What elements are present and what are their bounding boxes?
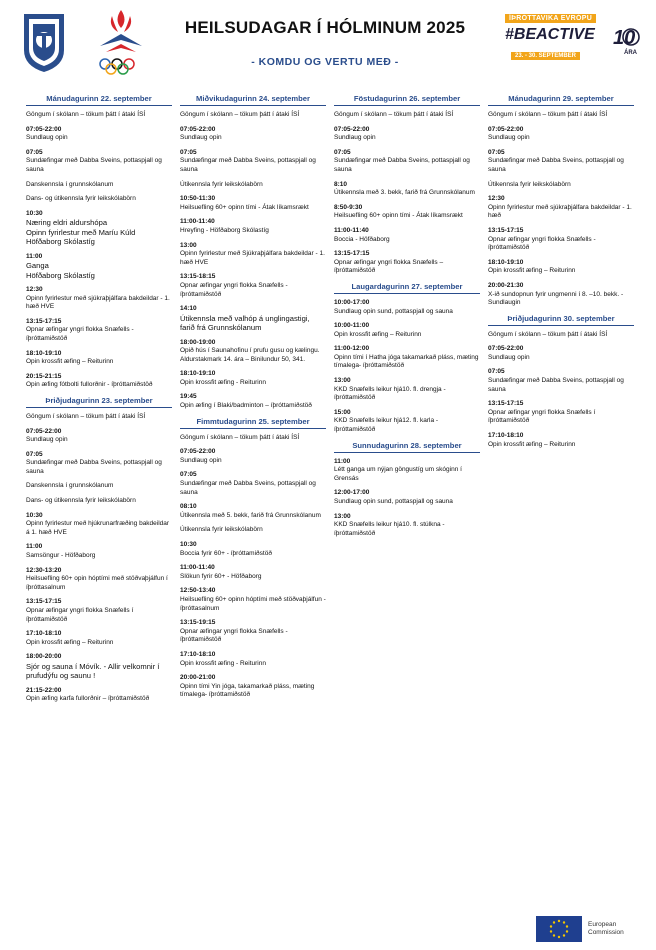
event-item — [26, 543, 172, 560]
event-description: Göngum í skólann – tökum þátt í átaki ÍSÍ — [488, 111, 608, 118]
page-title: HEILSUDAGAR Í HÓLMINUM 2025 — [184, 18, 466, 37]
event-time: 11:00-11:40 — [180, 564, 215, 572]
event-time: 13:00 — [334, 377, 351, 385]
ec-label-line2: Commission — [588, 929, 624, 936]
event-time: 11:00 — [334, 457, 351, 465]
event-description: Opin krossfit æfing – Reiturinn — [26, 638, 114, 646]
event-time: 18:00-20:00 — [26, 653, 62, 661]
eu-flag-icon — [536, 916, 582, 942]
day-block — [334, 282, 480, 435]
event-item — [488, 195, 634, 221]
event-item — [334, 149, 480, 175]
event-item — [180, 181, 326, 190]
event-time: 11:00 — [26, 252, 43, 260]
event-description: Sundlaug opin — [488, 134, 530, 142]
event-description: Opin krossfit æfing - Reiturinn — [180, 378, 266, 386]
event-item — [488, 126, 634, 143]
event-item — [180, 305, 326, 332]
event-item — [488, 432, 634, 449]
event-item — [488, 111, 634, 120]
event-item — [26, 253, 172, 280]
event-item — [488, 181, 634, 190]
event-time: 07:05-22:00 — [180, 125, 216, 133]
event-time: 20:00-21:30 — [488, 281, 524, 289]
event-description: Opin æfing fótbolti fullorðnir - íþróttamiðstöð — [26, 381, 153, 389]
day-block — [180, 94, 326, 411]
event-time: 07:05-22:00 — [26, 427, 62, 435]
event-time: 07:05-22:00 — [334, 125, 370, 133]
event-time: 07:05 — [26, 148, 43, 156]
event-time: 07:05 — [488, 148, 505, 156]
day-block — [180, 417, 326, 700]
event-description: X-ið sundopnun fyrir ungmenni í 8. –10. bekk. - Sundlaugin — [488, 290, 624, 307]
beactive-logo — [505, 14, 643, 64]
event-time: 10:00-17:00 — [334, 298, 370, 306]
day-block — [334, 441, 480, 539]
day-heading: Þriðjudagurinn 23. september — [26, 396, 172, 408]
beactive-hashtag: #BEACTIVE — [505, 26, 595, 43]
event-item — [334, 409, 480, 435]
event-item — [488, 331, 634, 340]
event-item — [180, 242, 326, 268]
day-heading: Mánudagurinn 29. september — [488, 94, 634, 106]
event-description: Boccia - Höfðaborg — [334, 235, 390, 243]
event-description: Heilsuefling 60+ opinn tími - Átak líkamsrækt — [180, 203, 309, 211]
event-description: Danskennsla í grunnskólanum — [26, 482, 114, 490]
event-item — [180, 149, 326, 175]
event-item — [26, 195, 172, 204]
event-time: 14:10 — [180, 305, 197, 313]
ec-label-line1: European — [588, 921, 617, 928]
event-time: 18:00-19:00 — [180, 338, 216, 346]
event-time: 13:15-17:15 — [488, 400, 524, 408]
event-time: 10:00-11:00 — [334, 322, 370, 330]
event-description: Opnar æfingar yngri flokka Snæfells - íþróttamiðstöð — [180, 281, 288, 298]
event-item — [334, 345, 480, 371]
event-item — [488, 149, 634, 175]
day-heading: Föstudagurinn 26. september — [334, 94, 480, 106]
event-time: 12:50-13:40 — [180, 587, 216, 595]
event-description: Dans- og útikennsla fyrir leikskólabörn — [26, 195, 136, 203]
column-1 — [26, 94, 172, 710]
beactive-top-label: ÍÞRÓTTAVIKA EVRÓPU — [505, 14, 596, 23]
european-commission-logo — [536, 916, 632, 942]
event-description: Opin krossfit æfing – Reiturinn — [488, 440, 576, 448]
event-item — [180, 587, 326, 613]
page-subtitle: - KOMDU OG VERTU MEÐ - — [251, 56, 399, 68]
event-item — [334, 204, 480, 221]
event-description: Sundlaug opin — [488, 353, 530, 361]
event-time: 20:00-21:00 — [180, 674, 216, 682]
event-description: Létt ganga um nýjan göngustíg um skóginn í Grensás — [334, 466, 462, 482]
event-time: 13:15-17:15 — [334, 250, 370, 258]
event-time: 21:15-22:00 — [26, 686, 62, 694]
event-time: 12:30 — [488, 195, 505, 203]
event-description: Opnar æfingar yngri flokka Snæfells í íþróttamiðstöð — [26, 607, 134, 623]
event-description: Göngum í skólann – tökum þátt í átaki ÍSÍ — [334, 111, 454, 118]
event-description: Sundlaug opin — [180, 456, 222, 464]
event-time: 20:15-21:15 — [26, 372, 62, 380]
ec-label — [588, 921, 624, 937]
event-time: 18:10-19:10 — [26, 349, 62, 357]
event-item — [180, 619, 326, 645]
event-description: Sundlaug opin — [180, 134, 222, 142]
day-heading: Fimmtudagurinn 25. september — [180, 417, 326, 429]
event-item — [180, 393, 326, 410]
ara-label: ÁRA — [624, 50, 637, 56]
event-description: Opið hús í Saunahofinu í prufu gusu og kælingu. Aldurstakmark 14. ára – Binilundur 50, 341. — [180, 347, 320, 363]
event-description: Opnar æfingar yngri flokka Snæfells - íþróttamiðstöð — [26, 326, 134, 342]
event-description: Ganga Höfðaborg Skólastíg — [26, 261, 95, 280]
page-header — [0, 0, 656, 92]
event-item — [488, 282, 634, 308]
event-item — [26, 512, 172, 538]
event-time: 10:30 — [26, 511, 43, 519]
event-time: 07:05-22:00 — [488, 125, 524, 133]
beactive-dates: 23. - 30. SEPTEMBER — [511, 52, 580, 60]
event-description: Útikennsla með 5. bekk, farið frá Grunnskólanum — [180, 511, 321, 519]
event-item — [26, 373, 172, 390]
event-item — [26, 111, 172, 120]
event-time: 13:15-19:15 — [180, 619, 216, 627]
event-item — [26, 482, 172, 491]
event-time: 12:30-13:20 — [26, 566, 62, 574]
olympic-committee-logo — [84, 6, 158, 78]
event-item — [334, 513, 480, 539]
event-description: Göngum í skólann – tökum þátt í átaki ÍSÍ — [180, 111, 300, 118]
event-item — [334, 126, 480, 143]
event-item — [180, 434, 326, 443]
event-description: Slökun fyrir 60+ - Höfðaborg — [180, 572, 262, 580]
event-item — [180, 448, 326, 465]
event-description: Sundlaug opin — [26, 436, 68, 444]
event-item — [180, 526, 326, 535]
event-item — [26, 451, 172, 477]
day-block — [488, 314, 634, 450]
event-description: Opin krossfit æfing – Reiturinn — [334, 330, 422, 338]
event-description: Næring eldri aldurshópa Opinn fyrirlestur með Maríu Kúld Höfðaborg Skólastíg — [26, 218, 136, 247]
event-item — [26, 210, 172, 247]
event-description: Sundæfingar með Dabba Sveins, pottaspjall og sauna — [334, 157, 470, 173]
event-item — [26, 413, 172, 422]
day-block — [26, 396, 172, 704]
event-item — [180, 564, 326, 581]
event-description: KKD Snæfells leikur hjá10. fl. stúlkna - íþróttamiðstöð — [334, 521, 445, 537]
event-item — [26, 318, 172, 344]
event-item — [180, 339, 326, 365]
event-time: 8:10 — [334, 180, 348, 188]
event-item — [180, 195, 326, 212]
event-item — [180, 541, 326, 558]
event-description: Opinn tími Yin jóga, takamarkað pláss, mæting tímalega- íþróttamiðstöð — [180, 682, 315, 699]
event-time: 13:00 — [334, 512, 351, 520]
event-item — [334, 227, 480, 244]
event-time: 18:10-19:10 — [180, 370, 216, 378]
event-description: Opin krossfit æfing - Reiturinn — [180, 659, 266, 667]
event-time: 17:10-18:10 — [180, 650, 216, 658]
event-item — [334, 322, 480, 339]
event-item — [488, 368, 634, 394]
event-time: 15:00 — [334, 408, 351, 416]
event-description: Opinn fyrirlestur með sjúkraþjálfara bakdeildar - 1. hæð — [488, 203, 632, 220]
event-time: 8:50-9:30 — [334, 203, 363, 211]
event-item — [334, 111, 480, 120]
event-time: 13:15-17:15 — [26, 598, 62, 606]
event-item — [26, 181, 172, 190]
event-item — [180, 674, 326, 700]
event-item — [488, 400, 634, 426]
column-4 — [488, 94, 634, 455]
event-description: Sundlaug opin sund, pottaspjall og sauna — [334, 307, 453, 315]
day-heading: Miðvikudagurinn 24. september — [180, 94, 326, 106]
event-item — [26, 428, 172, 445]
event-item — [26, 497, 172, 506]
event-description: Danskennsla í grunnskólanum — [26, 180, 114, 188]
event-item — [26, 598, 172, 624]
event-time: 19:45 — [180, 393, 197, 401]
event-description: Útikennsla fyrir leikskólabörn — [180, 180, 263, 188]
event-time: 13:15-17:15 — [488, 226, 524, 234]
event-description: Opnar æfingar yngri flokka Snæfells - íþróttamiðstöð — [180, 627, 288, 644]
event-description: Opin krossfit æfing – Reiturinn — [26, 358, 114, 366]
event-time: 07:05-22:00 — [26, 125, 62, 133]
event-item — [180, 273, 326, 299]
event-time: 10:30 — [180, 541, 197, 548]
event-description: Útikennsla fyrir leikskólabörn — [488, 180, 571, 188]
event-time: 10:50-11:30 — [180, 195, 216, 203]
event-description: Boccia fyrir 60+ - íþróttamiðstöð — [180, 549, 272, 557]
event-description: Opin æfing karfa fullorðnir – íþróttamiðstöð — [26, 695, 150, 703]
event-time: 18:10-19:10 — [488, 258, 524, 266]
event-item — [334, 181, 480, 198]
event-description: Opin krossfit æfing – Reiturinn — [488, 267, 576, 275]
event-item — [334, 299, 480, 316]
event-item — [26, 286, 172, 312]
event-item — [334, 250, 480, 276]
event-description: Sundæfingar með Dabba Sveins, pottaspjall og sauna — [26, 459, 162, 475]
event-description: Sundlaug opin — [26, 134, 68, 142]
event-description: Sundlaug opin — [334, 134, 376, 142]
column-2 — [180, 94, 326, 706]
event-description: Opnar æfingar yngri flokka Snæfells – íþróttamiðstöð — [334, 258, 444, 275]
event-item — [26, 653, 172, 680]
event-time: 07:05 — [180, 148, 197, 156]
event-item — [180, 503, 326, 520]
event-item — [488, 259, 634, 276]
day-block — [488, 94, 634, 308]
event-description: Opinn fyrirlestur með Sjúkraþjálfara bakdeildar - 1. hæð HVE — [180, 250, 325, 266]
event-description: Göngum í skólann – tökum þátt í átaki ÍSÍ — [26, 412, 146, 420]
event-description: Dans- og útikennsla fyrir leikskólabörn — [26, 497, 136, 505]
event-time: 13:00 — [180, 241, 197, 249]
event-item — [180, 111, 326, 120]
event-item — [488, 227, 634, 253]
event-time: 17:10-18:10 — [26, 630, 62, 638]
event-description: Sundæfingar með Dabba Sveins, pottaspjall og sauna — [180, 480, 316, 496]
event-description: Hreyfing - Höfðaborg Skólastíg — [180, 226, 269, 234]
day-heading: Þriðjudagurinn 30. september — [488, 314, 634, 326]
event-item — [180, 471, 326, 497]
event-description: Útikennsla með valhóp á unglingastigi, farið frá Grunnskólanum — [180, 313, 310, 333]
event-time: 13:15-17:15 — [26, 317, 62, 325]
event-time: 10:30 — [26, 209, 43, 217]
day-block — [334, 94, 480, 276]
event-description: KKD Snæfells leikur hjá10. fl. drengja - íþróttamiðstöð — [334, 385, 446, 402]
event-item — [26, 149, 172, 175]
town-shield-logo — [20, 10, 68, 74]
event-time: 07:05-22:00 — [488, 345, 524, 353]
event-item — [26, 630, 172, 647]
ten-number: 10 — [613, 27, 636, 49]
event-description: Samsöngur - Höfðaborg — [26, 552, 96, 560]
event-time: 11:00-12:00 — [334, 345, 370, 353]
event-description: Sundæfingar með Dabba Sveins, pottaspjall og sauna — [180, 157, 316, 173]
column-3 — [334, 94, 480, 544]
event-description: Opinn tími í Hatha jóga takamarkað pláss, mæting tímalega- íþróttamiðstöð — [334, 353, 479, 370]
day-heading: Mánudagurinn 22. september — [26, 94, 172, 106]
event-time: 11:00-11:40 — [334, 226, 369, 234]
event-item — [26, 126, 172, 143]
day-block — [26, 94, 172, 390]
event-description: Sundæfingar með Dabba Sveins, pottaspjall og sauna — [488, 377, 624, 393]
event-description: Göngum í skólann – tökum þátt í átaki ÍSÍ — [26, 111, 146, 118]
event-item — [334, 458, 480, 484]
event-description: Sjór og sauna í Móvík. - Allir velkomnir í prufudýfu og saunu ! — [26, 661, 160, 681]
event-description: Opin æfing í Blaki/badminton – íþróttamiðstöð — [180, 402, 312, 410]
event-item — [26, 350, 172, 367]
event-time: 07:05 — [334, 148, 351, 156]
event-description: Útikennsla með 3. bekk, farið frá Grunnskólanum — [334, 189, 475, 197]
event-description: Sundæfingar með Dabba Sveins, pottaspjall og sauna — [26, 157, 162, 173]
event-time: 12:00-17:00 — [334, 489, 370, 497]
event-description: Göngum í skólann – tökum þátt í átaki ÍSÍ — [488, 330, 608, 338]
event-time: 12:30 — [26, 285, 43, 293]
event-description: Sundæfingar með Dabba Sveins, pottaspjall og sauna — [488, 157, 624, 173]
event-description: Heilsuefling 60+ opin hóptími með stöðvaþjálfun í íþróttasalnum — [26, 575, 168, 591]
event-time: 08:10 — [180, 503, 197, 511]
event-description: Opnar æfingar yngri flokka Snæfells í íþróttamiðstöð — [488, 408, 596, 425]
event-time: 07:05 — [488, 368, 505, 376]
event-item — [180, 126, 326, 143]
event-item — [334, 377, 480, 403]
day-heading: Laugardagurinn 27. september — [334, 282, 480, 294]
event-item — [180, 218, 326, 235]
event-time: 07:05-22:00 — [180, 448, 216, 456]
event-description: Opinn fyrirlestur með sjúkraþjálfara bakdeildar - 1. hæð HVE — [26, 294, 170, 311]
event-description: KKD Snæfells leikur hjá12. fl. karla - íþróttamiðstöð — [334, 417, 439, 434]
event-item — [180, 370, 326, 387]
event-item — [334, 489, 480, 506]
ten-years-badge — [611, 22, 641, 58]
day-heading: Sunnudagurinn 28. september — [334, 441, 480, 453]
event-time: 07:05 — [26, 450, 43, 458]
event-item — [26, 687, 172, 704]
event-description: Opnar æfingar yngri flokka Snæfells - íþróttamiðstöð — [488, 235, 596, 252]
event-description: Útikennsla fyrir leikskólabörn — [180, 526, 263, 534]
event-description: Göngum í skólann – tökum þátt í átaki ÍSÍ — [180, 433, 300, 441]
event-description: Heilsuefling 60+ opinn hóptími með stöðvaþjálfun - íþróttasalnum — [180, 595, 326, 612]
event-item — [180, 651, 326, 668]
event-item — [488, 345, 634, 362]
event-time: 07:05 — [180, 471, 197, 479]
event-time: 11:00 — [26, 543, 43, 551]
event-time: 17:10-18:10 — [488, 432, 524, 440]
event-item — [26, 567, 172, 593]
event-time: 13:15-18:15 — [180, 273, 216, 281]
event-time: 11:00-11:40 — [180, 218, 215, 226]
event-description: Heilsuefling 60+ opinn tími - Átak líkamsrækt — [334, 212, 463, 220]
event-description: Sundlaug opin sund, pottaspjall og sauna — [334, 498, 453, 505]
event-description: Opinn fyrirlestur með hjúkrunarfræðing bakdeildar á 1. hæð HVE — [26, 520, 170, 536]
